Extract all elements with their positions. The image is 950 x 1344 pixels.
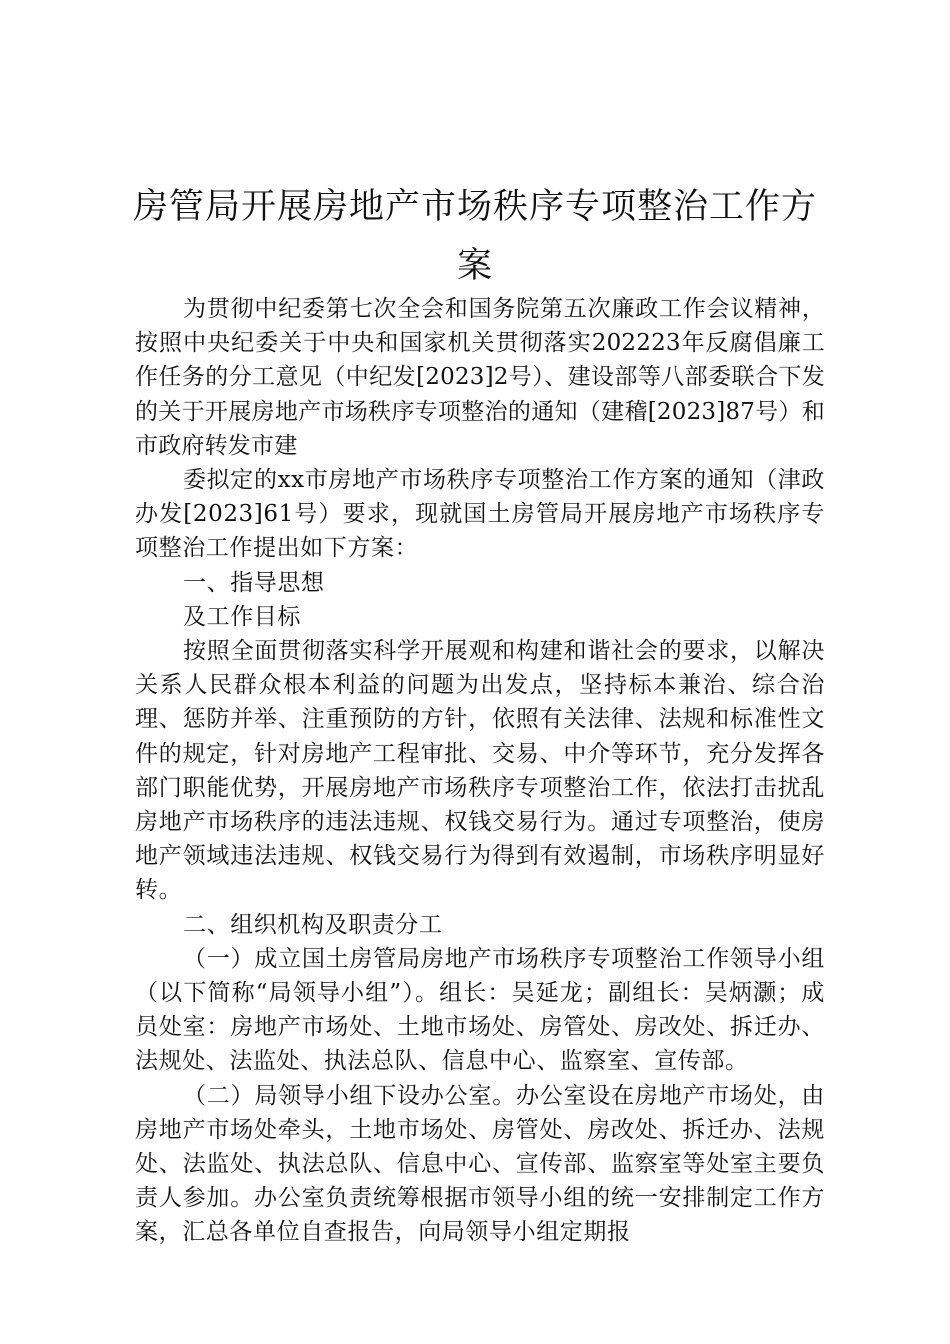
paragraph-office: （二）局领导小组下设办公室。办公室设在房地产市场处，由房地产市场处牵头，土地市场处、房管处、房改处、拆迁办、法规处、法监处、执法总队、信息中心、宣传部、监察室等处室主要负责人参加。办公室负责统筹根据市领导小组的统一安排制定工作方案，汇总各单位自查报告，向局领导小组定期报 (135, 1082, 825, 1246)
paragraph-leading-group: （一）成立国土房管局房地产市场秩序专项整治工作领导小组（以下简称“局领导小组”）。组长：吴延龙；副组长：吴炳灏；成员处室：房地产市场处、土地市场处、房管处、房改处、拆迁办、法规处、法监处、执法总队、信息中心、监察室、宣传部。 (135, 945, 825, 1075)
paragraph-intro: 为贯彻中纪委第七次全会和国务院第五次廉政工作会议精神，按照中央纪委关于中央和国家机关贯彻落实202223年反腐倡廉工作任务的分工意见（中纪发[2023]2号）、建设部等八部委联合下发的关于开展房地产市场秩序专项整治的通知（建稽[2023]87号）和市政府转发市建 (135, 296, 825, 459)
paragraph-intro-continued: 委拟定的xx市房地产市场秩序专项整治工作方案的通知（津政办发[2023]61号）要求，现就国土房管局开展房地产市场秩序专项整治工作提出如下方案： (135, 467, 825, 562)
document-title-line-1: 房管局开展房地产市场秩序专项整治工作方 (132, 187, 817, 227)
paragraph-goals: 按照全面贯彻落实科学开展观和构建和谐社会的要求，以解决关系人民群众根本利益的问题为出发点，坚持标本兼治、综合治理、惩防并举、注重预防的方针，依照有关法律、法规和标准性文件的规定，针对房地产工程审批、交易、中介等环节，充分发挥各部门职能优势，开展房地产市场秩序专项整治工作，依法打击扰乱房地产市场秩序的违法违规、权钱交易行为。通过专项整治，使房地产领域违法违规、权钱交易行为得到有效遏制，市场秩序明显好转。 (135, 638, 825, 904)
heading-work-goals: 及工作目标 (183, 603, 301, 630)
document-title-line-2: 案 (456, 246, 493, 286)
document-body (135, 292, 825, 1250)
heading-organization: 二、组织机构及职责分工 (183, 911, 443, 938)
heading-guiding-ideology: 一、指导思想 (183, 569, 325, 596)
